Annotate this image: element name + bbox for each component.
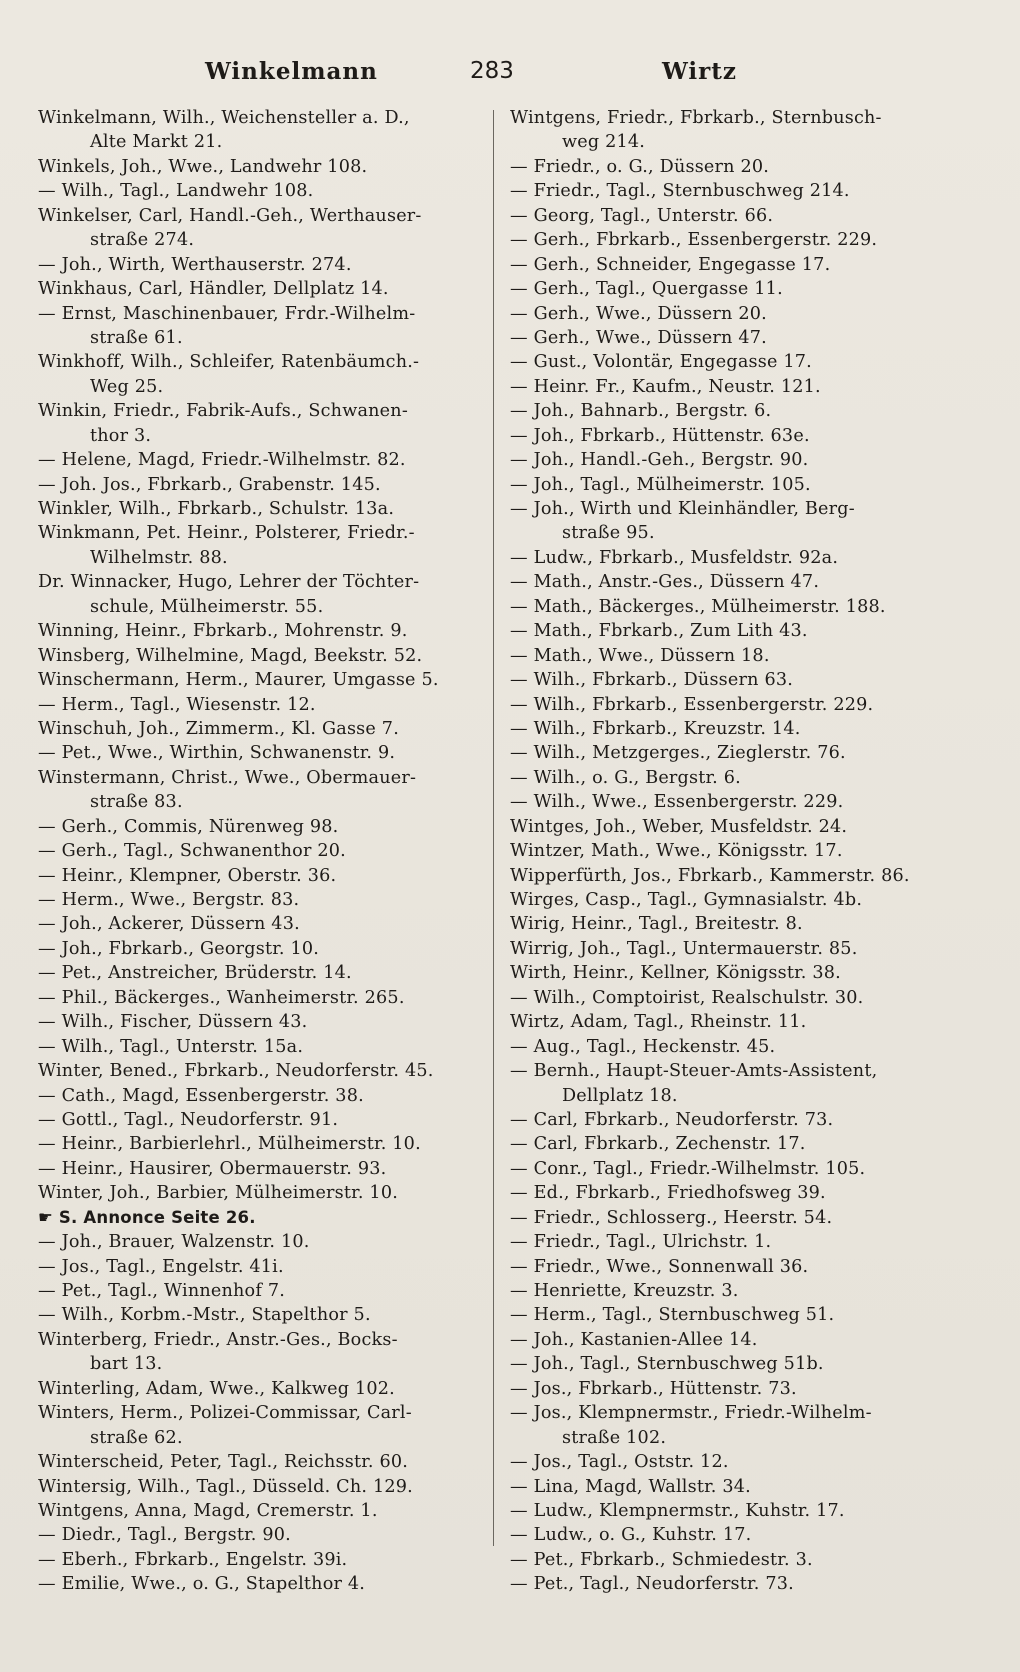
- directory-entry-line: straße 274.: [90, 230, 195, 251]
- directory-entry-line: — Gust., Volontär, Engegasse 17.: [510, 352, 812, 373]
- directory-entry-line: — Joh., Wirth, Werthauserstr. 274.: [38, 254, 352, 275]
- directory-entry-line: Winter, Bened., Fbrkarb., Neudorferstr. 45.: [38, 1061, 434, 1082]
- directory-entry-line: — Heinr. Fr., Kaufm., Neustr. 121.: [510, 376, 821, 397]
- header-last-entry: Wirtz: [662, 58, 737, 85]
- directory-entry-line: — Pet., Fbrkarb., Schmiedestr. 3.: [510, 1549, 813, 1570]
- directory-entry-line: — Ludw., Fbrkarb., Musfeldstr. 92a.: [510, 547, 839, 568]
- directory-entry-line: Weg 25.: [90, 376, 164, 397]
- directory-entry-line: — Gerh., Fbrkarb., Essenbergerstr. 229.: [510, 230, 878, 251]
- column-divider: [493, 110, 494, 1546]
- directory-entry-line: Wirtz, Adam, Tagl., Rheinstr. 11.: [510, 1012, 807, 1033]
- directory-entry-line: — Jos., Tagl., Oststr. 12.: [510, 1452, 729, 1473]
- directory-entry-line: Winkin, Friedr., Fabrik-Aufs., Schwanen-: [38, 401, 408, 422]
- directory-entry-line: weg 214.: [562, 132, 646, 153]
- directory-entry-line: — Friedr., o. G., Düssern 20.: [510, 156, 770, 177]
- directory-entry-line: — Wilh., Fbrkarb., Essenbergerstr. 229.: [510, 694, 874, 715]
- directory-entry-line: — Helene, Magd, Friedr.-Wilhelmstr. 82.: [38, 450, 406, 471]
- right-column: [510, 106, 982, 1597]
- directory-entry-line: — Lina, Magd, Wallstr. 34.: [510, 1476, 751, 1497]
- directory-entry-line: — Jos., Klempnermstr., Friedr.-Wilhelm-: [510, 1403, 872, 1424]
- annonce-reference: ☛ S. Annonce Seite 26.: [38, 1207, 256, 1227]
- directory-entry-line: Winkels, Joh., Wwe., Landwehr 108.: [38, 156, 368, 177]
- directory-entry-line: — Aug., Tagl., Heckenstr. 45.: [510, 1036, 776, 1057]
- left-column: [38, 106, 493, 1597]
- directory-entry-line: — Bernh., Haupt-Steuer-Amts-Assistent,: [510, 1061, 878, 1082]
- directory-entry-line: bart 13.: [90, 1354, 163, 1375]
- directory-entry-line: — Gottl., Tagl., Neudorferstr. 91.: [38, 1109, 339, 1130]
- directory-entry-line: — Wilh., o. G., Bergstr. 6.: [510, 767, 741, 788]
- directory-entry-line: — Joh., Kastanien-Allee 14.: [510, 1329, 758, 1350]
- directory-entry-line: Alte Markt 21.: [90, 132, 223, 153]
- directory-entry-line: — Heinr., Barbierlehrl., Mülheimerstr. 10.: [38, 1134, 421, 1155]
- directory-entry-line: — Conr., Tagl., Friedr.-Wilhelmstr. 105.: [510, 1158, 866, 1179]
- page-number: 283: [470, 58, 514, 84]
- directory-entry-line: — Heinr., Hausirer, Obermauerstr. 93.: [38, 1158, 387, 1179]
- directory-entry-line: — Wilh., Fbrkarb., Kreuzstr. 14.: [510, 718, 801, 739]
- directory-entry-line: — Wilh., Fischer, Düssern 43.: [38, 1012, 308, 1033]
- directory-entry-line: Winkelmann, Wilh., Weichensteller a. D.,: [38, 108, 410, 128]
- directory-entry-line: Wintzer, Math., Wwe., Königsstr. 17.: [510, 841, 843, 862]
- directory-entry-line: — Pet., Tagl., Neudorferstr. 73.: [510, 1574, 794, 1595]
- directory-entry-line: — Pet., Tagl., Winnenhof 7.: [38, 1281, 286, 1301]
- directory-entry-line: — Joh., Wirth und Kleinhändler, Berg-: [510, 499, 855, 519]
- directory-entry-line: — Ed., Fbrkarb., Friedhofsweg 39.: [510, 1183, 826, 1204]
- directory-entry-line: — Ernst, Maschinenbauer, Frdr.-Wilhelm-: [38, 303, 416, 324]
- directory-entry-line: Winning, Heinr., Fbrkarb., Mohrenstr. 9.: [38, 621, 408, 642]
- directory-entry-line: — Math., Wwe., Düssern 18.: [510, 645, 770, 666]
- directory-entry-line: — Friedr., Tagl., Ulrichstr. 1.: [510, 1232, 772, 1253]
- directory-entry-line: Wintges, Joh., Weber, Musfeldstr. 24.: [510, 816, 848, 837]
- directory-entry-line: — Henriette, Kreuzstr. 3.: [510, 1281, 739, 1301]
- directory-entry-line: — Gerh., Tagl., Quergasse 11.: [510, 279, 783, 300]
- directory-entry-line: Winters, Herm., Polizei-Commissar, Carl-: [38, 1403, 412, 1424]
- directory-entry-line: — Joh., Bahnarb., Bergstr. 6.: [510, 401, 772, 422]
- directory-entry-line: straße 61.: [90, 327, 183, 348]
- directory-entry-line: — Ludw., o. G., Kuhstr. 17.: [510, 1525, 752, 1546]
- directory-entry-line: — Gerh., Wwe., Düssern 47.: [510, 327, 767, 348]
- directory-entry-line: — Joh., Fbrkarb., Hüttenstr. 63e.: [510, 425, 810, 446]
- directory-entry-line: — Joh., Fbrkarb., Georgstr. 10.: [38, 938, 320, 959]
- directory-entry-line: — Herm., Tagl., Sternbuschweg 51.: [510, 1305, 835, 1326]
- directory-entry-line: — Cath., Magd, Essenbergerstr. 38.: [38, 1085, 364, 1106]
- directory-entry-line: straße 83.: [90, 792, 183, 813]
- directory-entry-line: — Pet., Wwe., Wirthin, Schwanenstr. 9.: [38, 743, 396, 764]
- directory-entry-line: Dellplatz 18.: [562, 1085, 678, 1106]
- directory-entry-line: — Gerh., Tagl., Schwanenthor 20.: [38, 841, 346, 862]
- directory-entry-line: — Wilh., Fbrkarb., Düssern 63.: [510, 670, 794, 691]
- directory-entry-line: — Phil., Bäckerges., Wanheimerstr. 265.: [38, 987, 405, 1008]
- directory-entry-line: thor 3.: [90, 425, 152, 446]
- directory-entry-line: Wilhelmstr. 88.: [90, 547, 228, 568]
- directory-entry-line: — Wilh., Korbm.-Mstr., Stapelthor 5.: [38, 1305, 371, 1326]
- directory-entry-line: — Friedr., Tagl., Sternbuschweg 214.: [510, 181, 850, 202]
- directory-entry-line: — Joh., Tagl., Mülheimerstr. 105.: [510, 474, 811, 495]
- directory-entry-line: — Diedr., Tagl., Bergstr. 90.: [38, 1525, 291, 1546]
- directory-entry-line: — Wilh., Wwe., Essenbergerstr. 229.: [510, 792, 844, 813]
- directory-entry-line: Winkelser, Carl, Handl.-Geh., Werthauser-: [38, 205, 422, 226]
- directory-entry-line: Winkhaus, Carl, Händler, Dellplatz 14.: [38, 279, 389, 300]
- directory-entry-line: Winschuh, Joh., Zimmerm., Kl. Gasse 7.: [38, 718, 399, 739]
- directory-entry-line: — Math., Anstr.-Ges., Düssern 47.: [510, 572, 820, 593]
- directory-entry-line: — Pet., Anstreicher, Brüderstr. 14.: [38, 963, 352, 984]
- directory-entry-line: — Joh., Tagl., Sternbuschweg 51b.: [510, 1354, 824, 1375]
- directory-entry-line: Winkler, Wilh., Fbrkarb., Schulstr. 13a.: [38, 499, 395, 519]
- directory-entry-line: — Emilie, Wwe., o. G., Stapelthor 4.: [38, 1574, 366, 1595]
- directory-entry-line: — Wilh., Tagl., Unterstr. 15a.: [38, 1036, 304, 1057]
- directory-entry-line: Winstermann, Christ., Wwe., Obermauer-: [38, 767, 417, 788]
- page-header: [0, 58, 1020, 98]
- directory-entry-line: — Jos., Fbrkarb., Hüttenstr. 73.: [510, 1378, 797, 1399]
- directory-entry-line: straße 102.: [562, 1427, 667, 1448]
- directory-entry-line: Wipperfürth, Jos., Fbrkarb., Kammerstr. 86.: [510, 865, 910, 886]
- directory-entry-line: straße 95.: [562, 523, 655, 544]
- directory-entry-line: — Carl, Fbrkarb., Neudorferstr. 73.: [510, 1109, 834, 1130]
- directory-entry-line: — Joh., Brauer, Walzenstr. 10.: [38, 1232, 310, 1253]
- directory-entry-line: Winsberg, Wilhelmine, Magd, Beekstr. 52.: [38, 645, 423, 666]
- directory-entry-line: Winschermann, Herm., Maurer, Umgasse 5.: [38, 670, 439, 691]
- directory-entry-line: — Herm., Wwe., Bergstr. 83.: [38, 890, 300, 910]
- directory-entry-line: — Friedr., Schlosserg., Heerstr. 54.: [510, 1207, 833, 1228]
- directory-entry-line: — Joh., Ackerer, Düssern 43.: [38, 914, 300, 935]
- directory-entry-line: — Gerh., Wwe., Düssern 20.: [510, 303, 767, 324]
- directory-entry-line: — Friedr., Wwe., Sonnenwall 36.: [510, 1256, 809, 1277]
- directory-entry-line: — Herm., Tagl., Wiesenstr. 12.: [38, 694, 316, 715]
- directory-entry-line: Winterscheid, Peter, Tagl., Reichsstr. 60.: [38, 1452, 409, 1473]
- directory-entry-line: Winkhoff, Wilh., Schleifer, Ratenbäumch.-: [38, 352, 420, 373]
- directory-entry-line: Winkmann, Pet. Heinr., Polsterer, Friedr.-: [38, 523, 415, 544]
- directory-entry-line: — Gerh., Commis, Nürenweg 98.: [38, 816, 339, 837]
- directory-entry-line: Wirig, Heinr., Tagl., Breitestr. 8.: [510, 914, 803, 935]
- directory-entry-line: — Joh. Jos., Fbrkarb., Grabenstr. 145.: [38, 474, 381, 495]
- directory-entry-line: straße 62.: [90, 1427, 183, 1448]
- directory-entry-line: Winter, Joh., Barbier, Mülheimerstr. 10.: [38, 1183, 399, 1204]
- directory-entry-line: — Georg, Tagl., Unterstr. 66.: [510, 205, 774, 226]
- directory-entry-line: — Heinr., Klempner, Oberstr. 36.: [38, 865, 337, 886]
- directory-entry-line: Winterling, Adam, Wwe., Kalkweg 102.: [38, 1378, 395, 1399]
- directory-entry-line: — Wilh., Comptoirist, Realschulstr. 30.: [510, 987, 864, 1008]
- directory-entry-line: schule, Mülheimerstr. 55.: [90, 596, 324, 617]
- directory-entry-line: Winterberg, Friedr., Anstr.-Ges., Bocks-: [38, 1329, 398, 1350]
- directory-entry-line: — Jos., Tagl., Engelstr. 41i.: [38, 1256, 284, 1277]
- directory-entry-line: Wintgens, Anna, Magd, Cremerstr. 1.: [38, 1500, 378, 1521]
- directory-entry-line: — Wilh., Tagl., Landwehr 108.: [38, 181, 314, 202]
- directory-entry-line: Wirges, Casp., Tagl., Gymnasialstr. 4b.: [510, 890, 863, 910]
- directory-entry-line: — Wilh., Metzgerges., Zieglerstr. 76.: [510, 743, 846, 764]
- directory-entry-line: Wintgens, Friedr., Fbrkarb., Sternbusch-: [510, 108, 882, 128]
- directory-entry-line: — Math., Fbrkarb., Zum Lith 43.: [510, 621, 808, 642]
- directory-entry-line: Wintersig, Wilh., Tagl., Düsseld. Ch. 129.: [38, 1476, 413, 1497]
- directory-entry-line: Dr. Winnacker, Hugo, Lehrer der Töchter-: [38, 572, 420, 593]
- directory-entry-line: — Math., Bäckerges., Mülheimerstr. 188.: [510, 596, 886, 617]
- directory-entry-line: — Carl, Fbrkarb., Zechenstr. 17.: [510, 1134, 806, 1155]
- directory-entry-line: — Gerh., Schneider, Engegasse 17.: [510, 254, 831, 275]
- directory-entry-line: — Ludw., Klempnermstr., Kuhstr. 17.: [510, 1500, 845, 1521]
- header-first-entry: Winkelmann: [205, 58, 378, 85]
- directory-entry-line: Wirth, Heinr., Kellner, Königsstr. 38.: [510, 963, 841, 984]
- directory-entry-line: — Joh., Handl.-Geh., Bergstr. 90.: [510, 450, 809, 471]
- directory-entry-line: Wirrig, Joh., Tagl., Untermauerstr. 85.: [510, 938, 858, 959]
- directory-entry-line: — Eberh., Fbrkarb., Engelstr. 39i.: [38, 1549, 348, 1570]
